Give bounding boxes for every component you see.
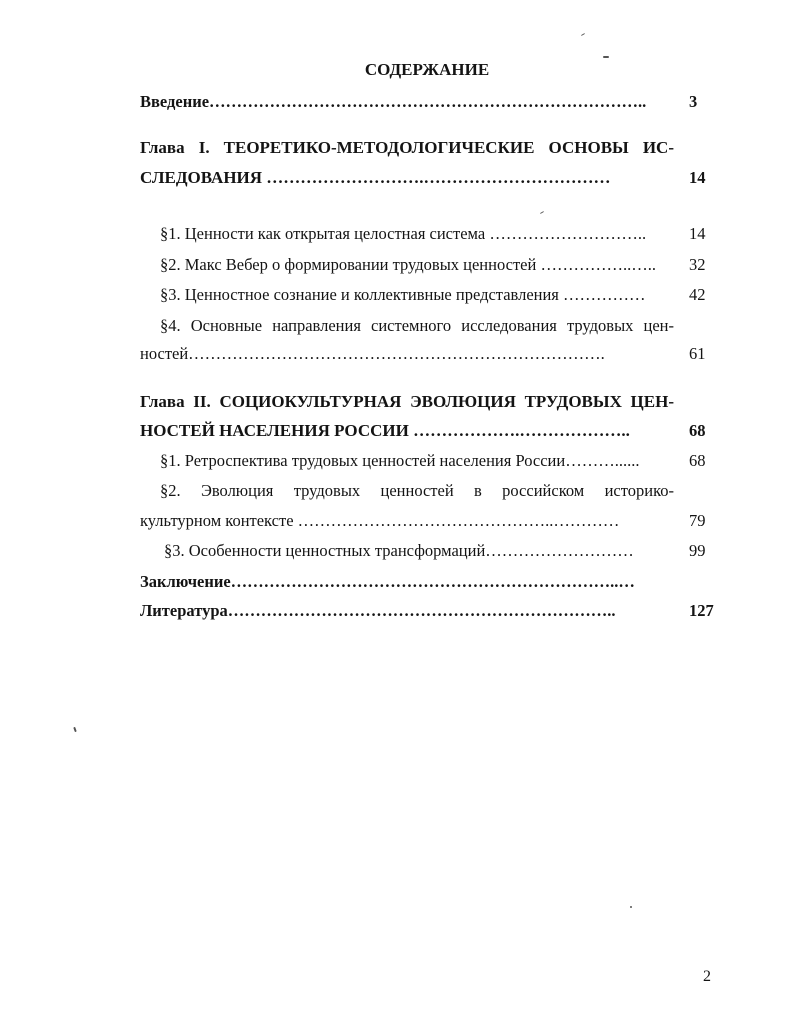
chapter-2-title-line-1: Глава II. СОЦИОКУЛЬТУРНАЯ ЭВОЛЮЦИЯ ТРУДОВЫХ ЦЕН- [140, 392, 674, 411]
scan-speck [630, 906, 632, 908]
toc-page-section-1-1: 14 [689, 224, 706, 243]
chapter-1-title-line-2: СЛЕДОВАНИЯ ……………………….…………………………… [140, 168, 611, 187]
toc-page-section-1-4: 61 [689, 344, 706, 363]
chapter-2-title-line-2: НОСТЕЙ НАСЕЛЕНИЯ РОССИИ ……………….……………….. [140, 421, 630, 440]
page-title: СОДЕРЖАНИЕ [364, 60, 490, 79]
section-1-2: §2. Макс Вебер о формировании трудовых ценностей ……………..….. [160, 255, 656, 274]
section-2-3: §3. Особенности ценностных трансформаций……………………… [164, 541, 634, 560]
page-number: 2 [703, 968, 711, 985]
scan-speck [540, 211, 544, 214]
section-1-4-line-1: §4. Основные направления системного исследования трудовых цен- [160, 316, 674, 335]
toc-entry-literature: Литература…………………………………………………………….. [140, 601, 616, 620]
scan-speck [581, 33, 585, 36]
section-2-2-line-1: §2. Эволюция трудовых ценностей в российском историко- [160, 481, 674, 500]
toc-page-intro: 3 [689, 92, 698, 111]
scan-speck [73, 727, 77, 732]
section-2-1: §1. Ретроспектива трудовых ценностей населения России………...... [160, 451, 640, 470]
toc-page-section-1-2: 32 [689, 255, 706, 274]
toc-page-chapter-1: 14 [689, 168, 706, 187]
toc-page-section-2-3: 99 [689, 541, 706, 560]
toc-page-section-1-3: 42 [689, 285, 706, 304]
toc-entry-conclusion: Заключение……………………………………………………………..… [140, 572, 635, 591]
section-2-2-line-2: культурном контексте ………………………………………..………… [140, 511, 620, 530]
toc-entry-intro: Введение…………………………………………………………………….. [140, 92, 647, 111]
toc-page-chapter-2: 68 [689, 421, 706, 440]
toc-page-section-2-2: 79 [689, 511, 706, 530]
toc-page-literature: 127 [689, 601, 714, 620]
scan-speck [603, 56, 609, 58]
section-1-4-line-2: ностей…………………………………………………………………. [140, 344, 605, 363]
chapter-1-title-line-1: Глава I. ТЕОРЕТИКО-МЕТОДОЛОГИЧЕСКИЕ ОСНОВЫ ИС- [140, 138, 674, 157]
section-1-3: §3. Ценностное сознание и коллективные представления …………… [160, 285, 646, 304]
section-1-1: §1. Ценности как открытая целостная система ……………………….. [160, 224, 647, 243]
toc-page-section-2-1: 68 [689, 451, 706, 470]
